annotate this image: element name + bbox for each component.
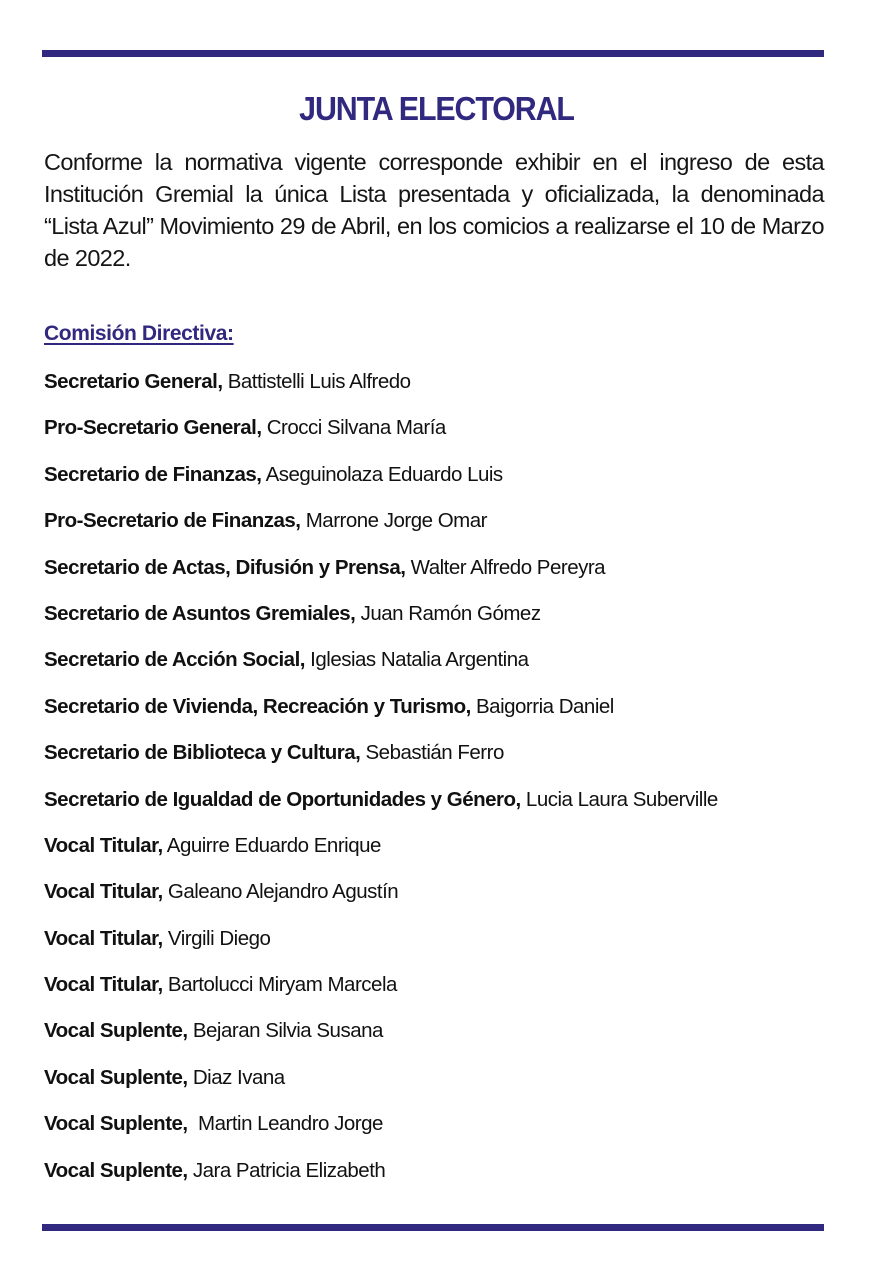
member-row — [44, 460, 844, 506]
member-role: Secretario de Vivienda, Recreación y Turismo, — [44, 694, 471, 718]
member-name: Aguirre Eduardo Enrique — [162, 833, 381, 857]
member-name: Juan Ramón Gómez — [355, 601, 541, 625]
member-name: Walter Alfredo Pereyra — [405, 555, 606, 579]
member-role: Secretario de Asuntos Gremiales, — [44, 601, 356, 625]
member-role: Vocal Suplente, — [44, 1158, 188, 1182]
section-heading-comision-directiva: Comisión Directiva: — [44, 322, 234, 345]
member-row — [44, 1063, 844, 1109]
member-name: Diaz Ivana — [187, 1065, 285, 1089]
member-name: Baigorria Daniel — [470, 694, 614, 718]
member-row — [44, 738, 844, 784]
member-name: Battistelli Luis Alfredo — [222, 370, 411, 393]
member-row — [44, 1109, 844, 1155]
member-row — [44, 413, 844, 459]
member-list — [44, 367, 844, 1202]
top-divider — [42, 50, 824, 57]
member-role: Pro-Secretario de Finanzas, — [44, 509, 301, 533]
member-role: Secretario de Finanzas, — [44, 462, 262, 486]
member-name: Bejaran Silvia Susana — [187, 1019, 383, 1043]
member-row — [44, 831, 844, 877]
bottom-divider — [42, 1224, 824, 1231]
member-name: Marrone Jorge Omar — [300, 509, 487, 533]
member-name: Aseguinolaza Eduardo Luis — [261, 462, 503, 486]
member-role: Vocal Suplente, — [44, 1112, 188, 1136]
member-role: Vocal Suplente, — [44, 1065, 188, 1089]
member-name: Lucia Laura Suberville — [520, 787, 718, 811]
member-role: Vocal Titular, — [44, 833, 163, 857]
intro-paragraph: Conforme la normativa vigente corresponde exhibir en el ingreso de esta Institución Gremial la única Lista presentada y oficializada, la denominada “Lista Azul” Movimiento 29 de Abril, en los comicios a realizarse el 10 de Marzo de 2022. — [44, 149, 824, 271]
member-role: Pro-Secretario General, — [44, 416, 262, 440]
member-name: Crocci Silvana María — [261, 416, 446, 440]
member-role: Vocal Suplente, — [44, 1019, 188, 1043]
member-role: Vocal Titular, — [44, 880, 163, 904]
member-row — [44, 553, 844, 599]
member-role: Secretario de Acción Social, — [44, 648, 305, 672]
member-row — [44, 970, 844, 1016]
member-row — [44, 506, 844, 552]
member-name: Bartolucci Miryam Marcela — [162, 973, 397, 997]
member-name: Jara Patricia Elizabeth — [187, 1158, 386, 1182]
member-name: Sebastián Ferro — [360, 741, 504, 765]
member-name: Martin Leandro Jorge — [187, 1112, 383, 1136]
member-role: Vocal Titular, — [44, 973, 163, 997]
member-row — [44, 877, 844, 923]
member-row — [44, 785, 844, 831]
member-role: Secretario de Igualdad de Oportunidades y Género, — [44, 787, 521, 811]
member-name: Galeano Alejandro Agustín — [162, 880, 399, 904]
member-row — [44, 1016, 844, 1062]
member-row — [44, 599, 844, 645]
member-row — [44, 1156, 844, 1202]
member-role: Secretario de Actas, Difusión y Prensa, — [44, 555, 406, 579]
member-row — [44, 645, 844, 691]
member-role: Secretario General, — [44, 370, 223, 393]
member-name: Iglesias Natalia Argentina — [304, 648, 529, 672]
member-row — [44, 692, 844, 738]
document-title: JUNTA ELECTORAL — [299, 90, 574, 127]
member-role: Vocal Titular, — [44, 926, 163, 950]
member-name: Virgili Diego — [162, 926, 271, 950]
member-role: Secretario de Biblioteca y Cultura, — [44, 741, 361, 765]
member-row — [44, 367, 844, 413]
member-row — [44, 924, 844, 970]
